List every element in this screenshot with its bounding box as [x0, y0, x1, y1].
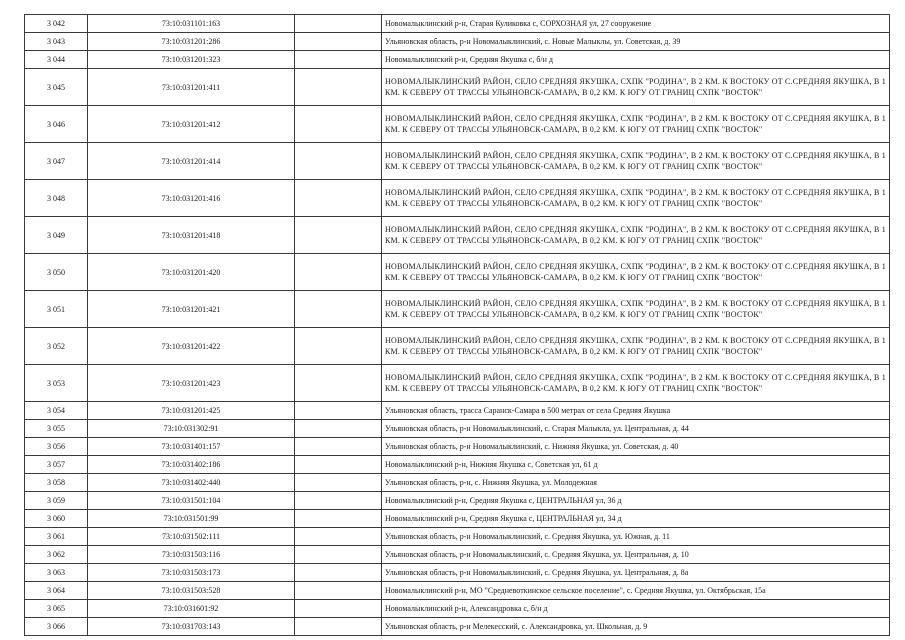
- address-cell: Новомалыклинский р-н, Средняя Якушка с, ЦЕНТРАЛЬНАЯ ул, 36 д: [382, 492, 890, 510]
- row-number-cell: 3 043: [25, 33, 88, 51]
- table-row: [25, 510, 890, 528]
- address-cell: НОВОМАЛЫКЛИНСКИЙ РАЙОН, СЕЛО СРЕДНЯЯ ЯКУШКА, СХПК "РОДИНА", В 2 КМ. К ВОСТОКУ ОТ С.СРЕДНЯЯ ЯКУШКА, В 1 КМ. К СЕВЕРУ ОТ ТРАССЫ УЛЬЯНОВСК-САМАРА, В 0,2 КМ. К ЮГУ ОТ ГРАНИЦ СХПК "ВОСТОК": [382, 69, 890, 106]
- table-row: [25, 546, 890, 564]
- table-row: [25, 438, 890, 456]
- row-number-cell: 3 050: [25, 254, 88, 291]
- address-cell: НОВОМАЛЫКЛИНСКИЙ РАЙОН, СЕЛО СРЕДНЯЯ ЯКУШКА, СХПК "РОДИНА", В 2 КМ. К ВОСТОКУ ОТ С.СРЕДНЯЯ ЯКУШКА, В 1 КМ. К СЕВЕРУ ОТ ТРАССЫ УЛЬЯНОВСК-САМАРА, В 0,2 КМ. К ЮГУ ОТ ГРАНИЦ СХПК "ВОСТОК": [382, 217, 890, 254]
- empty-cell: [295, 600, 382, 618]
- table-row: [25, 528, 890, 546]
- table-row: [25, 420, 890, 438]
- address-cell: Ульяновская область, р-н Новомалыклинский, с. Средняя Якушка, ул. Центральная, д. 10: [382, 546, 890, 564]
- empty-cell: [295, 106, 382, 143]
- address-cell: Ульяновская область, р-н Новомалыклинский, с. Старая Малыкла, ул. Центральная, д. 44: [382, 420, 890, 438]
- address-cell: Ульяновская область, р-н Новомалыклинский, с. Средняя Якушка, ул. Центральная, д. 8а: [382, 564, 890, 582]
- cadastral-number-cell: 73:10:031201:418: [88, 217, 295, 254]
- row-number-cell: 3 049: [25, 217, 88, 254]
- cadastral-number-cell: 73:10:031201:422: [88, 328, 295, 365]
- row-number-cell: 3 048: [25, 180, 88, 217]
- empty-cell: [295, 474, 382, 492]
- empty-cell: [295, 143, 382, 180]
- row-number-cell: 3 058: [25, 474, 88, 492]
- row-number-cell: 3 045: [25, 69, 88, 106]
- table-row: [25, 474, 890, 492]
- empty-cell: [295, 420, 382, 438]
- row-number-cell: 3 052: [25, 328, 88, 365]
- table-row: [25, 217, 890, 254]
- address-cell: НОВОМАЛЫКЛИНСКИЙ РАЙОН, СЕЛО СРЕДНЯЯ ЯКУШКА, СХПК "РОДИНА", В 2 КМ. К ВОСТОКУ ОТ С.СРЕДНЯЯ ЯКУШКА, В 1 КМ. К СЕВЕРУ ОТ ТРАССЫ УЛЬЯНОВСК-САМАРА, В 0,2 КМ. К ЮГУ ОТ ГРАНИЦ СХПК "ВОСТОК": [382, 180, 890, 217]
- table-row: [25, 492, 890, 510]
- empty-cell: [295, 618, 382, 636]
- table-row: [25, 564, 890, 582]
- row-number-cell: 3 057: [25, 456, 88, 474]
- cadastral-number-cell: 73:10:031703:143: [88, 618, 295, 636]
- table-row: [25, 106, 890, 143]
- address-cell: Новомалыклинский р-н, МО "Средневоткинское сельское поселение", с. Средняя Якушка, ул. Октябрьская, 15а: [382, 582, 890, 600]
- table-row: [25, 291, 890, 328]
- cadastral-number-cell: 73:10:031503:173: [88, 564, 295, 582]
- table-row: [25, 618, 890, 636]
- address-cell: НОВОМАЛЫКЛИНСКИЙ РАЙОН, СЕЛО СРЕДНЯЯ ЯКУШКА, СХПК "РОДИНА", В 2 КМ. К ВОСТОКУ ОТ С.СРЕДНЯЯ ЯКУШКА, В 1 КМ. К СЕВЕРУ ОТ ТРАССЫ УЛЬЯНОВСК-САМАРА, В 0,2 КМ. К ЮГУ ОТ ГРАНИЦ СХПК "ВОСТОК": [382, 254, 890, 291]
- cadastral-number-cell: 73:10:031401:157: [88, 438, 295, 456]
- address-cell: Новомалыклинский р-н, Средняя Якушка с, б/н д: [382, 51, 890, 69]
- address-cell: Новомалыклинский р-н, Старая Куликовка с, СОРХОЗНАЯ ул, 27 сооружение: [382, 15, 890, 33]
- table-row: [25, 365, 890, 402]
- empty-cell: [295, 51, 382, 69]
- empty-cell: [295, 546, 382, 564]
- empty-cell: [295, 291, 382, 328]
- empty-cell: [295, 328, 382, 365]
- register-sheet: [24, 14, 890, 636]
- table-body: [25, 15, 890, 636]
- table-row: [25, 456, 890, 474]
- row-number-cell: 3 059: [25, 492, 88, 510]
- empty-cell: [295, 510, 382, 528]
- cadastral-number-cell: 73:10:031201:323: [88, 51, 295, 69]
- table-row: [25, 15, 890, 33]
- cadastral-number-cell: 73:10:031501:99: [88, 510, 295, 528]
- row-number-cell: 3 053: [25, 365, 88, 402]
- row-number-cell: 3 044: [25, 51, 88, 69]
- empty-cell: [295, 564, 382, 582]
- empty-cell: [295, 180, 382, 217]
- cadastral-number-cell: 73:10:031501:104: [88, 492, 295, 510]
- table-row: [25, 582, 890, 600]
- empty-cell: [295, 254, 382, 291]
- empty-cell: [295, 15, 382, 33]
- cadastral-number-cell: 73:10:031502:111: [88, 528, 295, 546]
- address-cell: Ульяновская область, р-н, с. Нижняя Якушка, ул. Молодежная: [382, 474, 890, 492]
- cadastral-number-cell: 73:10:031101:163: [88, 15, 295, 33]
- cadastral-number-cell: 73:10:031201:420: [88, 254, 295, 291]
- address-cell: НОВОМАЛЫКЛИНСКИЙ РАЙОН, СЕЛО СРЕДНЯЯ ЯКУШКА, СХПК "РОДИНА", В 2 КМ. К ВОСТОКУ ОТ С.СРЕДНЯЯ ЯКУШКА, В 1 КМ. К СЕВЕРУ ОТ ТРАССЫ УЛЬЯНОВСК-САМАРА, В 0,2 КМ. К ЮГУ ОТ ГРАНИЦ СХПК "ВОСТОК": [382, 328, 890, 365]
- cadastral-number-cell: 73:10:031201:423: [88, 365, 295, 402]
- cadastral-number-cell: 73:10:031402:440: [88, 474, 295, 492]
- address-cell: Новомалыклинский р-н, Александровка с, б/н д: [382, 600, 890, 618]
- row-number-cell: 3 055: [25, 420, 88, 438]
- table-row: [25, 69, 890, 106]
- cadastral-number-cell: 73:10:031201:411: [88, 69, 295, 106]
- row-number-cell: 3 061: [25, 528, 88, 546]
- table-row: [25, 33, 890, 51]
- row-number-cell: 3 064: [25, 582, 88, 600]
- cadastral-number-cell: 73:10:031201:286: [88, 33, 295, 51]
- row-number-cell: 3 054: [25, 402, 88, 420]
- table-row: [25, 600, 890, 618]
- cadastral-number-cell: 73:10:031201:421: [88, 291, 295, 328]
- cadastral-number-cell: 73:10:031201:412: [88, 106, 295, 143]
- address-cell: НОВОМАЛЫКЛИНСКИЙ РАЙОН, СЕЛО СРЕДНЯЯ ЯКУШКА, СХПК "РОДИНА", В 2 КМ. К ВОСТОКУ ОТ С.СРЕДНЯЯ ЯКУШКА, В 1 КМ. К СЕВЕРУ ОТ ТРАССЫ УЛЬЯНОВСК-САМАРА, В 0,2 КМ. К ЮГУ ОТ ГРАНИЦ СХПК "ВОСТОК": [382, 106, 890, 143]
- table-row: [25, 254, 890, 291]
- row-number-cell: 3 065: [25, 600, 88, 618]
- row-number-cell: 3 047: [25, 143, 88, 180]
- cadastral-number-cell: 73:10:031503:116: [88, 546, 295, 564]
- cadastral-number-cell: 73:10:031201:414: [88, 143, 295, 180]
- table-row: [25, 180, 890, 217]
- cadastral-number-cell: 73:10:031201:416: [88, 180, 295, 217]
- property-register-table: [24, 14, 890, 636]
- address-cell: Ульяновская область, р-н Новомалыклинский, с. Средняя Якушка, ул. Южная, д. 11: [382, 528, 890, 546]
- address-cell: Ульяновская область, р-н Мелекесский, с. Александровка, ул. Школьная, д. 9: [382, 618, 890, 636]
- address-cell: Ульяновская область, трасса Саранск-Самара в 500 метрах от села Средняя Якушка: [382, 402, 890, 420]
- empty-cell: [295, 365, 382, 402]
- empty-cell: [295, 438, 382, 456]
- address-cell: Ульяновская область, р-н Новомалыклинский, с. Нижняя Якушка, ул. Советская, д. 40: [382, 438, 890, 456]
- row-number-cell: 3 046: [25, 106, 88, 143]
- cadastral-number-cell: 73:10:031302:91: [88, 420, 295, 438]
- address-cell: НОВОМАЛЫКЛИНСКИЙ РАЙОН, СЕЛО СРЕДНЯЯ ЯКУШКА, СХПК "РОДИНА", В 2 КМ. К ВОСТОКУ ОТ С.СРЕДНЯЯ ЯКУШКА, В 1 КМ. К СЕВЕРУ ОТ ТРАССЫ УЛЬЯНОВСК-САМАРА, В 0,2 КМ. К ЮГУ ОТ ГРАНИЦ СХПК "ВОСТОК": [382, 365, 890, 402]
- empty-cell: [295, 528, 382, 546]
- table-row: [25, 51, 890, 69]
- cadastral-number-cell: 73:10:031402:186: [88, 456, 295, 474]
- row-number-cell: 3 051: [25, 291, 88, 328]
- address-cell: Ульяновская область, р-н Новомалыклинский, с. Новые Малыклы, ул. Советская, д. 39: [382, 33, 890, 51]
- empty-cell: [295, 33, 382, 51]
- table-row: [25, 143, 890, 180]
- row-number-cell: 3 042: [25, 15, 88, 33]
- address-cell: НОВОМАЛЫКЛИНСКИЙ РАЙОН, СЕЛО СРЕДНЯЯ ЯКУШКА, СХПК "РОДИНА", В 2 КМ. К ВОСТОКУ ОТ С.СРЕДНЯЯ ЯКУШКА, В 1 КМ. К СЕВЕРУ ОТ ТРАССЫ УЛЬЯНОВСК-САМАРА, В 0,2 КМ. К ЮГУ ОТ ГРАНИЦ СХПК "ВОСТОК": [382, 143, 890, 180]
- address-cell: НОВОМАЛЫКЛИНСКИЙ РАЙОН, СЕЛО СРЕДНЯЯ ЯКУШКА, СХПК "РОДИНА", В 2 КМ. К ВОСТОКУ ОТ С.СРЕДНЯЯ ЯКУШКА, В 1 КМ. К СЕВЕРУ ОТ ТРАССЫ УЛЬЯНОВСК-САМАРА, В 0,2 КМ. К ЮГУ ОТ ГРАНИЦ СХПК "ВОСТОК": [382, 291, 890, 328]
- address-cell: Новомалыклинский р-н, Нижняя Якушка с, Советская ул, 61 д: [382, 456, 890, 474]
- empty-cell: [295, 217, 382, 254]
- empty-cell: [295, 402, 382, 420]
- empty-cell: [295, 69, 382, 106]
- row-number-cell: 3 060: [25, 510, 88, 528]
- cadastral-number-cell: 73:10:031201:425: [88, 402, 295, 420]
- cadastral-number-cell: 73:10:031601:92: [88, 600, 295, 618]
- row-number-cell: 3 056: [25, 438, 88, 456]
- address-cell: Новомалыклинский р-н, Средняя Якушка с, ЦЕНТРАЛЬНАЯ ул, 34 д: [382, 510, 890, 528]
- row-number-cell: 3 062: [25, 546, 88, 564]
- empty-cell: [295, 456, 382, 474]
- row-number-cell: 3 063: [25, 564, 88, 582]
- empty-cell: [295, 492, 382, 510]
- table-row: [25, 328, 890, 365]
- row-number-cell: 3 066: [25, 618, 88, 636]
- table-row: [25, 402, 890, 420]
- cadastral-number-cell: 73:10:031503:528: [88, 582, 295, 600]
- empty-cell: [295, 582, 382, 600]
